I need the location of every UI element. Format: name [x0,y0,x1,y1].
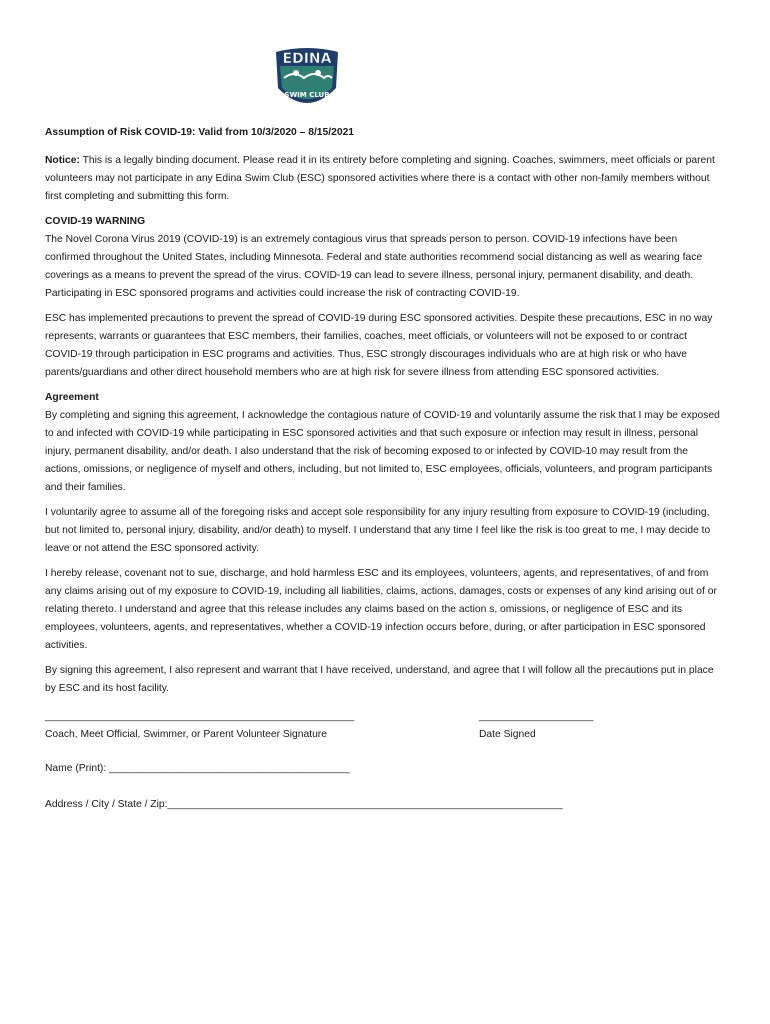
warning-heading: COVID-19 WARNING [45,216,146,227]
date-line[interactable]: ____________________ [479,711,594,722]
represent-paragraph: By signing this agreement, I also represent and warrant that I have received, understand, and agree that I will follow all the precautions put in place by ESC and its host facility. [45,665,714,694]
signature-line[interactable]: ______________________________________________________ [45,711,355,722]
precautions-paragraph: ESC has implemented precautions to prevent the spread of COVID-19 during ESC sponsored activities. Despite these precautions, ESC in no way represents, warrants or guarantees that ESC members, their families, coaches, meet officials, or volunteers will not be exposed to or contract COVID-19 through participation in ESC programs and activities. Thus, ESC strongly discourages individuals who are at high risk or who have parents/guardians and other direct household members who are at high risk for severe illness from attending ESC sponsored activities. [45,313,713,378]
notice-paragraph [45,152,725,206]
signature-block [45,708,354,744]
voluntary-paragraph: I voluntarily agree to assume all of the foregoing risks and accept sole responsibility for any injury resulting from exposure to COVID-19 (including, but not limited to, personal injury, disability, and/or death) to myself. I understand that any time I feel like the risk is too great to me, I may decide to leave or not attend the ESC sponsored activity. [45,507,711,554]
signature-label: Coach, Meet Official, Swimmer, or Parent Volunteer Signature [45,729,327,740]
logo-bottom-text: SWIM CLUB [284,91,330,99]
logo-swimmer-icon [293,70,299,76]
date-block [479,708,594,744]
agreement-section [45,389,725,497]
date-label: Date Signed [479,729,536,740]
document-body [45,124,725,814]
release-paragraph: I hereby release, covenant not to sue, discharge, and hold harmless ESC and its employees, volunteers, agents, and representatives, of and from any claims arising out of my exposure to COVID-19, including all liabilities, claims, actions, damages, costs or expenses of any kind arising out of or relating thereto. I understand and agree that this release includes any claims based on the action s, omissions, or negligence of ESC and its employees, volunteers, agents, and representatives, whether a COVID-19 infection occurs before, during, or after participation in ESC sponsored activities. [45,568,717,651]
document-title: Assumption of Risk COVID-19: Valid from 10/3/2020 – 8/15/2021 [45,127,355,138]
logo-top-text: EDINA [282,51,332,67]
edina-swim-club-logo [270,44,344,116]
signature-row [45,708,725,748]
agreement-text: By completing and signing this agreement, I acknowledge the contagious nature of COVID-19 and voluntarily assume the risk that I may be exposed to and infected with COVID-19 while participating in ESC sponsored activities and that such exposure or infection may result in illness, personal injury, permanent disability, and/or death. I also understand that the risk of becoming exposed to or infected by COVID-10 may result from the actions, omissions, or negligence of myself and others, including, but not limited to, ESC employees, officials, volunteers, and program participants and their families. [45,410,720,493]
address-field[interactable]: Address / City / State / Zip:_____________________________________________________________________ [45,799,563,810]
warning-text: The Novel Corona Virus 2019 (COVID-19) is an extremely contagious virus that spreads person to person. COVID-19 infections have been confirmed throughout the United States, including Minnesota. Federal and state authorities recommend social distancing as well as wearing face coverings as a means to prevent the spread of the virus. COVID-19 can lead to severe illness, personal injury, permanent disability, and death. Participating in ESC sponsored programs and activities could increase the risk of contracting COVID-19. [45,234,703,299]
agreement-heading: Agreement [45,392,99,403]
name-print-field[interactable]: Name (Print): __________________________________________ [45,763,350,774]
logo-swimmer-icon [315,70,321,76]
warning-section [45,213,725,303]
notice-text: This is a legally binding document. Please read it in its entirety before completing and signing. Coaches, swimmers, meet officials or parent volunteers may not participate in any Edina Swim Club (ESC) sponsored activities where there is a contact with other non-family members without first completing and submitting this form. [45,155,715,202]
notice-label: Notice: [45,155,80,166]
